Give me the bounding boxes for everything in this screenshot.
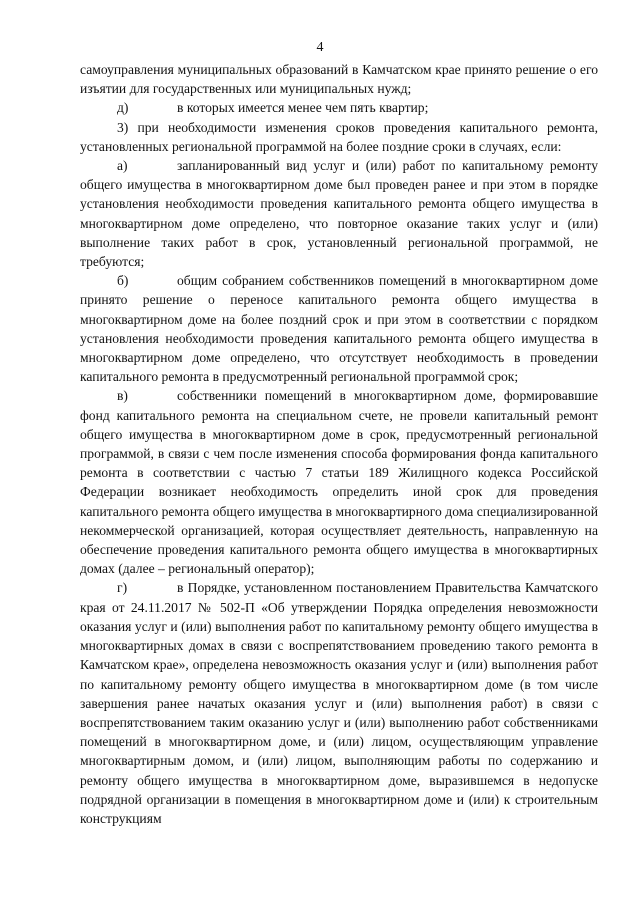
list-item-d (80, 98, 598, 117)
paragraph (80, 60, 598, 98)
document-body (80, 60, 598, 828)
list-item-g (80, 578, 598, 828)
paragraph-text: собственники помещений в многоквартирном доме, формировавшие фонд капитального ремонта на специальном счете, не провели капитальный ремонт общего имущества в многоквартирном доме в срок, предусмотренный региональной программой, в связи с чем после изменения способа формирования фонда капитального ремонта в соответствии с частью 7 статьи 189 Жилищного кодекса Российской Федерации возникает необходимость определить иной срок для проведения капитального ремонта общего имущества в многоквартирного дома специализированной некоммерческой организацией, которая осуществляет деятельность, направленную на обеспечение проведения капитального ремонта общего имущества в многоквартирных домах (далее – региональный оператор); (80, 388, 598, 577)
paragraph-text: в которых имеется менее чем пять квартир; (177, 100, 429, 116)
list-marker: д) (117, 100, 129, 116)
list-item-b (80, 271, 598, 386)
list-marker: г) (117, 580, 128, 596)
paragraph-text: самоуправления муниципальных образований в Камчатском крае принято решение о его изъятии для государственных или муниципальных нужд; (80, 62, 598, 97)
list-item-v (80, 386, 598, 578)
paragraph-text: в Порядке, установленном постановлением Правительства Камчатского края от 24.11.2017 № 502-П «Об утверждении Порядка определения невозможности оказания услуг и (или) выполнения работ по капитальному ремонту общего имущества в многоквартирных домах в связи с воспрепятствованием проведению такого ремонта в Камчатском крае», определена невозможность оказания услуг и (или) выполнения работ по капитальному ремонту общего имущества в многоквартирном доме (в том числе завершения ранее начатых оказания услуг и (или) выполнения работ) в связи с воспрепятствованием таким оказанию услуг и (или) выполнению работ собственниками помещений в многоквартирном доме, и (или) лицом, осуществляющим управление многоквартирным домом, и (или) лицом, выполняющим работы по содержанию и ремонту общего имущества в многоквартирном доме, выразившемся в недопуске подрядной организации в помещения в многоквартирном доме и (или) к строительным конструкциям (80, 580, 598, 826)
paragraph-text: общим собранием собственников помещений в многоквартирном доме принято решение о переносе капитального ремонта общего имущества в многоквартирном доме на более поздний срок и при этом в соответствии с порядком установления необходимости проведения капитального ремонта общего имущества в многоквартирном доме определено, что отсутствует необходимость в проведении капитального ремонта в предусмотренный региональной программой срок; (80, 273, 598, 385)
paragraph-text: 3) при необходимости изменения сроков проведения капитального ремонта, установленных региональной программой на более поздние сроки в случаях, если: (80, 119, 598, 154)
list-marker: в) (117, 388, 128, 404)
clause-3 (80, 118, 598, 156)
list-item-a (80, 156, 598, 271)
page-number: 4 (316, 40, 324, 55)
list-marker: а) (117, 158, 128, 174)
paragraph-text: запланированный вид услуг и (или) работ по капитальному ремонту общего имущества в многоквартирном доме был проведен ранее и при этом в порядке установления необходимости проведения капитального ремонта общего имущества в многоквартирном доме определено, что повторное оказание таких услуг и (или) выполнение таких работ в срок, установленный региональной программой, не требуются; (80, 158, 598, 270)
list-marker: б) (117, 273, 129, 289)
